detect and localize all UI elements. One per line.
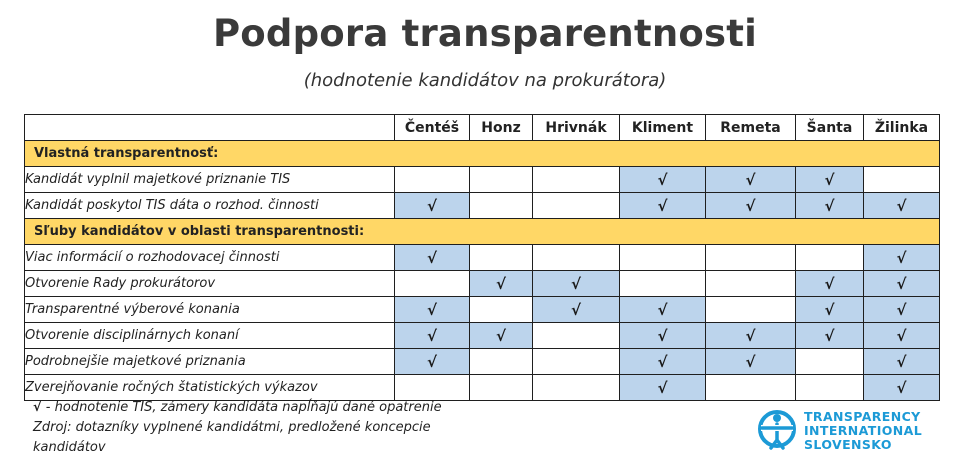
column-header: Honz	[470, 115, 533, 141]
check-cell	[864, 271, 940, 297]
check-icon: √	[657, 300, 668, 319]
table-body	[25, 141, 940, 401]
empty-cell	[796, 349, 864, 375]
check-cell	[620, 349, 706, 375]
row-label: Viac informácií o rozhodovacej činnosti	[25, 245, 395, 271]
table-row	[25, 323, 940, 349]
table-row	[25, 297, 940, 323]
check-cell	[864, 375, 940, 401]
check-cell	[620, 297, 706, 323]
empty-cell	[533, 193, 620, 219]
empty-cell	[533, 245, 620, 271]
evaluation-table	[24, 114, 940, 401]
check-icon: √	[570, 274, 581, 293]
check-icon: √	[745, 326, 756, 345]
check-cell	[620, 323, 706, 349]
check-cell	[864, 297, 940, 323]
check-cell	[395, 193, 470, 219]
check-icon: √	[824, 170, 835, 189]
logo-line: TRANSPARENCY	[804, 409, 921, 424]
row-label: Kandidát vyplnil majetkové priznanie TIS	[25, 167, 395, 193]
check-cell	[706, 167, 796, 193]
column-header: Kliment	[620, 115, 706, 141]
empty-cell	[864, 167, 940, 193]
check-cell	[864, 245, 940, 271]
table-row	[25, 375, 940, 401]
column-header: Žilinka	[864, 115, 940, 141]
section-row	[25, 141, 940, 167]
check-icon: √	[426, 196, 437, 215]
column-header: Hrivnák	[533, 115, 620, 141]
page-title: Podpora transparentnosti	[212, 12, 758, 55]
check-cell	[796, 323, 864, 349]
empty-cell	[533, 323, 620, 349]
empty-cell	[706, 297, 796, 323]
check-cell	[796, 193, 864, 219]
check-icon: √	[745, 170, 756, 189]
empty-cell	[395, 375, 470, 401]
check-icon: √	[824, 196, 835, 215]
check-icon: √	[426, 300, 437, 319]
empty-cell	[620, 271, 706, 297]
check-cell	[395, 297, 470, 323]
legend-line	[33, 398, 503, 418]
page-subtitle: (hodnotenie kandidátov na prokurátora)	[303, 70, 667, 91]
empty-cell	[470, 193, 533, 219]
check-icon: √	[896, 378, 907, 397]
empty-cell	[796, 375, 864, 401]
empty-cell	[395, 271, 470, 297]
check-cell	[395, 349, 470, 375]
row-label: Podrobnejšie majetkové priznania	[25, 349, 395, 375]
check-cell	[864, 193, 940, 219]
logo-text	[804, 410, 922, 452]
empty-cell	[533, 375, 620, 401]
empty-cell	[470, 375, 533, 401]
check-icon: √	[824, 326, 835, 345]
table-row	[25, 349, 940, 375]
check-icon: √	[426, 352, 437, 371]
check-icon: √	[896, 326, 907, 345]
check-icon: √	[495, 274, 506, 293]
check-icon: √	[896, 352, 907, 371]
check-icon: √	[896, 300, 907, 319]
check-cell	[533, 271, 620, 297]
table-row	[25, 245, 940, 271]
table-row	[25, 193, 940, 219]
check-cell	[620, 375, 706, 401]
check-cell	[470, 323, 533, 349]
section-row	[25, 219, 940, 245]
empty-cell	[706, 245, 796, 271]
row-label: Kandidát poskytol TIS dáta o rozhod. činnosti	[25, 193, 395, 219]
check-icon: √	[426, 248, 437, 267]
logo-line: INTERNATIONAL	[804, 423, 923, 438]
empty-cell	[470, 245, 533, 271]
section-title: Vlastná transparentnosť:	[25, 141, 940, 167]
check-cell	[395, 245, 470, 271]
row-label: Zverejňovanie ročných štatistických výkazov	[25, 375, 395, 401]
section-title: Sľuby kandidátov v oblasti transparentnosti:	[25, 219, 940, 245]
check-cell	[706, 193, 796, 219]
check-icon: √	[657, 352, 668, 371]
row-label: Otvorenie Rady prokurátorov	[25, 271, 395, 297]
check-cell	[620, 193, 706, 219]
check-cell	[395, 323, 470, 349]
table-row	[25, 167, 940, 193]
check-cell	[470, 271, 533, 297]
check-icon: √	[745, 352, 756, 371]
check-icon: √	[657, 170, 668, 189]
legend	[33, 398, 503, 458]
check-cell	[864, 349, 940, 375]
check-cell	[864, 323, 940, 349]
check-cell	[796, 167, 864, 193]
column-header: Remeta	[706, 115, 796, 141]
legend-text: - hodnotenie TIS, zámery kandidáta napĺňajú dané opatrenie	[41, 400, 442, 415]
check-icon: √	[824, 300, 835, 319]
check-cell	[796, 271, 864, 297]
check-icon: √	[896, 274, 907, 293]
check-icon: √	[896, 248, 907, 267]
check-icon: √	[745, 196, 756, 215]
row-label: Transparentné výberové konania	[25, 297, 395, 323]
check-cell	[620, 167, 706, 193]
check-cell	[533, 297, 620, 323]
table-row	[25, 271, 940, 297]
check-icon: √	[495, 326, 506, 345]
empty-cell	[395, 167, 470, 193]
row-label: Otvorenie disciplinárnych konaní	[25, 323, 395, 349]
check-icon: √	[824, 274, 835, 293]
check-icon: √	[657, 326, 668, 345]
logo-line: SLOVENSKO	[804, 437, 892, 452]
check-icon: √	[426, 326, 437, 345]
empty-cell	[470, 167, 533, 193]
check-cell	[796, 297, 864, 323]
column-header: Šanta	[796, 115, 864, 141]
check-icon: √	[657, 196, 668, 215]
check-cell	[706, 323, 796, 349]
empty-cell	[706, 271, 796, 297]
check-icon: √	[33, 400, 42, 415]
header-empty-cell	[25, 115, 395, 141]
empty-cell	[620, 245, 706, 271]
empty-cell	[533, 167, 620, 193]
empty-cell	[470, 297, 533, 323]
empty-cell	[470, 349, 533, 375]
transparency-international-logo-icon	[756, 408, 798, 450]
check-icon: √	[657, 378, 668, 397]
check-icon: √	[896, 196, 907, 215]
empty-cell	[796, 245, 864, 271]
column-header: Čentéš	[395, 115, 470, 141]
source-note: Zdroj: dotazníky vyplnené kandidátmi, predložené koncepcie kandidátov	[33, 420, 431, 455]
empty-cell	[706, 375, 796, 401]
check-cell	[706, 349, 796, 375]
header-row	[25, 115, 940, 141]
check-icon: √	[570, 300, 581, 319]
empty-cell	[533, 349, 620, 375]
